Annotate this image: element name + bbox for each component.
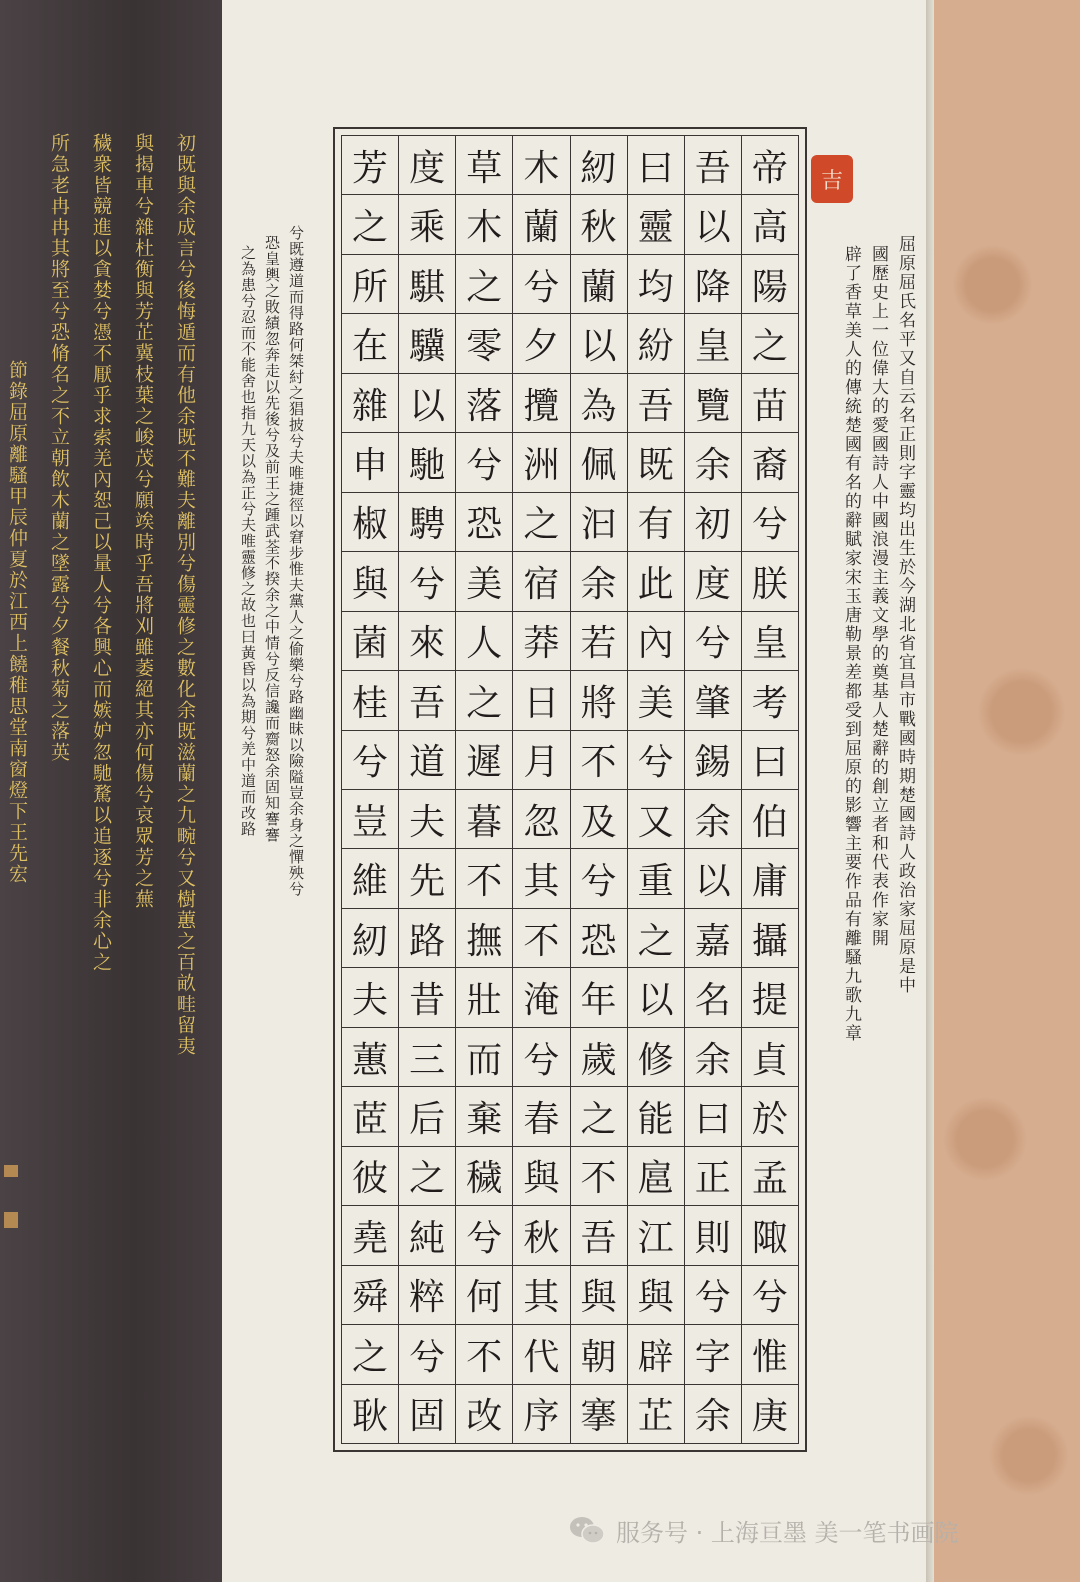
grid-cell: 孟	[742, 1147, 798, 1206]
grid-column	[512, 136, 569, 1443]
grid-cell: 陬	[742, 1206, 798, 1265]
grid-cell: 以	[399, 374, 455, 433]
grid-cell: 馳	[399, 433, 455, 492]
grid-cell: 名	[685, 968, 741, 1027]
grid-cell: 不	[513, 909, 569, 968]
seal-mark	[4, 1165, 18, 1177]
grid-cell: 與	[628, 1266, 684, 1325]
grid-cell: 不	[456, 849, 512, 908]
poem-column: 穢衆皆競進以貪婪兮憑不厭乎求索羌內恕己以量人兮各興心而嫉妒忽馳騖以追逐兮非余心之	[90, 133, 112, 973]
grid-cell: 將	[571, 671, 627, 730]
biography-column: 屈原屈氏名平又自云名正則字靈均出生於今湖北省宜昌市戰國時期楚國詩人政治家屈原是中	[895, 235, 915, 995]
grid-cell: 零	[456, 314, 512, 373]
grid-cell: 搴	[580, 1396, 617, 1438]
grid-cell: 芳	[342, 136, 398, 195]
grid-cell: 之	[456, 255, 512, 314]
red-seal	[811, 155, 853, 203]
grid-cell: 字	[685, 1325, 741, 1384]
grid-cell: 吾	[685, 136, 741, 195]
grid-cell: 忽	[513, 790, 569, 849]
grid-cell: 度	[399, 136, 455, 195]
seal-text: 吉	[820, 168, 843, 194]
grid-column	[627, 136, 684, 1443]
grid-cell: 桂	[342, 671, 398, 730]
grid-column	[741, 136, 798, 1443]
grid-cell: 歲	[571, 1028, 627, 1087]
grid-cell: 其	[513, 849, 569, 908]
grid-cell: 此	[628, 552, 684, 611]
right-pattern-panel	[934, 0, 1080, 1582]
watermark	[568, 1510, 959, 1550]
grid-cell: 朝	[571, 1325, 627, 1384]
grid-cell: 攬	[513, 374, 569, 433]
grid-cell: 皇	[742, 612, 798, 671]
grid-cell: 維	[342, 849, 398, 908]
grid-cell: 夫	[399, 790, 455, 849]
grid-cell: 之	[628, 909, 684, 968]
grid-cell: 降	[685, 255, 741, 314]
grid-cell: 江	[628, 1206, 684, 1265]
grid-cell: 兮	[628, 731, 684, 790]
grid-cell: 道	[399, 731, 455, 790]
grid-cell: 以	[685, 195, 741, 254]
grid-cell: 蘭	[571, 255, 627, 314]
grid-cell: 落	[456, 374, 512, 433]
grid-cell: 代	[513, 1325, 569, 1384]
grid-cell: 菌	[342, 612, 398, 671]
colophon: 節錄屈原離騷甲辰仲夏於江西上饒稚思堂南窗燈下王先宏	[6, 360, 28, 885]
grid-cell: 在	[342, 314, 398, 373]
grid-cell: 兮	[742, 493, 798, 552]
grid-cell: 兮	[742, 1266, 798, 1325]
grid-cell: 壯	[456, 968, 512, 1027]
grid-cell: 重	[628, 849, 684, 908]
grid-cell: 宿	[513, 552, 569, 611]
grid-cell: 月	[513, 731, 569, 790]
grid-cell: 曰	[685, 1087, 741, 1146]
grid-cell: 余	[685, 1028, 741, 1087]
grid-cell: 不	[456, 1325, 512, 1384]
grid-cell: 其	[513, 1266, 569, 1325]
grid-cell: 固	[409, 1396, 446, 1438]
grid-cell: 三	[399, 1028, 455, 1087]
grid-cell: 若	[571, 612, 627, 671]
grid-column	[398, 136, 455, 1443]
grid-cell: 兮	[342, 731, 398, 790]
grid-cell: 帝	[742, 136, 798, 195]
grid-cell: 彼	[342, 1147, 398, 1206]
grid-cell: 騏	[399, 255, 455, 314]
side-text-column: 恐皇輿之敗績忽奔走以先後兮及前王之踵武荃不揆余之中情兮反信讒而齌怒余固知謇謇	[263, 235, 281, 843]
grid-cell: 能	[628, 1087, 684, 1146]
grid-cell: 洲	[513, 433, 569, 492]
grid-cell: 雜	[342, 374, 398, 433]
grid-cell: 騁	[399, 493, 455, 552]
grid-cell: 修	[628, 1028, 684, 1087]
grid-cell: 之	[342, 195, 398, 254]
grid-cell: 堯	[342, 1206, 398, 1265]
grid-cell: 余	[685, 433, 741, 492]
grid-cell: 之	[513, 493, 569, 552]
grid-cell: 撫	[456, 909, 512, 968]
grid-column	[342, 136, 398, 1443]
grid-cell: 秋	[571, 195, 627, 254]
grid-cell: 而	[456, 1028, 512, 1087]
grid-cell: 吾	[399, 671, 455, 730]
grid-cell: 兮	[513, 255, 569, 314]
grid-cell: 耿	[352, 1396, 389, 1438]
grid-cell: 吾	[571, 1206, 627, 1265]
grid-cell: 兮	[399, 1325, 455, 1384]
grid-cell: 木	[456, 195, 512, 254]
wechat-icon	[568, 1515, 606, 1545]
grid-cell: 以	[628, 968, 684, 1027]
grid-cell: 庸	[742, 849, 798, 908]
grid-cell: 有	[628, 493, 684, 552]
grid-cell: 兮	[399, 552, 455, 611]
grid-cell: 粹	[399, 1266, 455, 1325]
grid-cell: 覽	[685, 374, 741, 433]
grid-cell: 余	[571, 552, 627, 611]
calligraphy-grid	[333, 127, 807, 1452]
grid-cell: 春	[513, 1087, 569, 1146]
grid-cell: 又	[628, 790, 684, 849]
grid-cell: 兮	[456, 433, 512, 492]
grid-cell: 肇	[685, 671, 741, 730]
grid-cell: 度	[685, 552, 741, 611]
grid-cell: 兮	[571, 849, 627, 908]
grid-cell: 草	[456, 136, 512, 195]
grid-cell: 秋	[513, 1206, 569, 1265]
grid-cell: 靈	[628, 195, 684, 254]
grid-cell: 與	[342, 552, 398, 611]
grid-cell: 遲	[456, 731, 512, 790]
grid-cell: 伯	[742, 790, 798, 849]
grid-cell: 舜	[342, 1266, 398, 1325]
grid-cell: 芷	[637, 1396, 674, 1438]
grid-cell: 先	[399, 849, 455, 908]
grid-inner	[341, 135, 799, 1444]
grid-cell: 以	[685, 849, 741, 908]
grid-column	[684, 136, 741, 1443]
grid-cell: 以	[571, 314, 627, 373]
grid-cell: 蕙	[342, 1028, 398, 1087]
side-text-column: 之為患兮忍而不能舍也指九天以為正兮夫唯靈修之故也曰黃昏以為期兮羌中道而改路	[239, 245, 257, 837]
grid-cell: 之	[571, 1087, 627, 1146]
left-dark-panel	[0, 0, 222, 1582]
grid-cell: 之	[742, 314, 798, 373]
grid-cell: 余	[694, 1396, 731, 1438]
grid-cell: 之	[456, 671, 512, 730]
grid-cell: 人	[456, 612, 512, 671]
grid-cell: 蘭	[513, 195, 569, 254]
grid-cell: 裔	[742, 433, 798, 492]
grid-column	[455, 136, 512, 1443]
grid-cell: 於	[742, 1087, 798, 1146]
grid-cell: 錫	[685, 731, 741, 790]
grid-cell: 美	[628, 671, 684, 730]
grid-cell: 曰	[742, 731, 798, 790]
grid-cell: 及	[571, 790, 627, 849]
grid-cell: 恐	[571, 909, 627, 968]
grid-cell: 與	[571, 1266, 627, 1325]
grid-cell: 內	[628, 612, 684, 671]
grid-cell: 攝	[742, 909, 798, 968]
grid-cell: 初	[685, 493, 741, 552]
grid-cell: 兮	[513, 1028, 569, 1087]
grid-cell: 汩	[571, 493, 627, 552]
grid-cell: 棄	[456, 1087, 512, 1146]
grid-cell: 來	[399, 612, 455, 671]
grid-cell: 吾	[628, 374, 684, 433]
grid-cell: 豈	[342, 790, 398, 849]
grid-column	[570, 136, 627, 1443]
poem-column: 所急老冉冉其將至兮恐脩名之不立朝飲木蘭之墜露兮夕餐秋菊之落英	[48, 133, 70, 763]
grid-cell: 貞	[742, 1028, 798, 1087]
grid-cell: 申	[342, 433, 398, 492]
grid-cell: 提	[742, 968, 798, 1027]
grid-cell: 序	[523, 1396, 560, 1438]
grid-cell: 考	[742, 671, 798, 730]
grid-cell: 夫	[342, 968, 398, 1027]
grid-cell: 曰	[628, 136, 684, 195]
grid-cell: 昔	[399, 968, 455, 1027]
biography-column: 國歷史上一位偉大的愛國詩人中國浪漫主義文學的奠基人楚辭的創立者和代表作家開	[868, 245, 888, 948]
grid-cell: 椒	[342, 493, 398, 552]
grid-cell: 紉	[342, 909, 398, 968]
grid-cell: 為	[571, 374, 627, 433]
grid-cell: 何	[456, 1266, 512, 1325]
grid-cell: 路	[399, 909, 455, 968]
grid-cell: 之	[399, 1147, 455, 1206]
grid-cell: 兮	[685, 612, 741, 671]
grid-cell: 庚	[751, 1396, 788, 1438]
grid-cell: 純	[399, 1206, 455, 1265]
grid-cell: 美	[456, 552, 512, 611]
grid-cell: 皇	[685, 314, 741, 373]
grid-cell: 均	[628, 255, 684, 314]
grid-cell: 暮	[456, 790, 512, 849]
grid-cell: 莽	[513, 612, 569, 671]
grid-cell: 兮	[685, 1266, 741, 1325]
grid-cell: 扈	[628, 1147, 684, 1206]
grid-cell: 乘	[399, 195, 455, 254]
grid-cell: 淹	[513, 968, 569, 1027]
grid-cell: 后	[399, 1087, 455, 1146]
poem-column: 初既與余成言兮後悔遁而有他余既不難夫離別兮傷靈修之數化余既滋蘭之九畹兮又樹蕙之百畝畦留夷	[174, 133, 196, 1057]
grid-cell: 正	[685, 1147, 741, 1206]
grid-cell: 朕	[742, 552, 798, 611]
seal-mark	[4, 1212, 18, 1228]
grid-cell: 改	[466, 1396, 503, 1438]
grid-cell: 紉	[571, 136, 627, 195]
grid-cell: 余	[685, 790, 741, 849]
grid-cell: 既	[628, 433, 684, 492]
watermark-text: 服务号 · 上海亘墨 美一笔书画院	[616, 1518, 959, 1547]
grid-cell: 不	[571, 1147, 627, 1206]
grid-cell: 日	[513, 671, 569, 730]
grid-cell: 夕	[513, 314, 569, 373]
grid-cell: 穢	[456, 1147, 512, 1206]
grid-cell: 恐	[456, 493, 512, 552]
grid-cell: 辟	[628, 1325, 684, 1384]
grid-cell: 與	[513, 1147, 569, 1206]
grid-cell: 木	[513, 136, 569, 195]
grid-cell: 則	[685, 1206, 741, 1265]
side-text-column: 兮既遵道而得路何桀紂之猖披兮夫唯捷徑以窘步惟夫黨人之偷樂兮路幽昧以險隘豈余身之憚殃兮	[287, 225, 305, 897]
grid-cell: 茝	[342, 1087, 398, 1146]
grid-cell: 高	[742, 195, 798, 254]
grid-cell: 所	[342, 255, 398, 314]
biography-column: 辟了香草美人的傳統楚國有名的辭賦家宋玉唐勒景差都受到屈原的影響主要作品有離騷九歌九章	[841, 245, 861, 1043]
poem-column: 與揭車兮雜杜衡與芳芷冀枝葉之峻茂兮願竢時乎吾將刈雖萎絕其亦何傷兮哀眾芳之蕪	[132, 133, 154, 910]
grid-cell: 嘉	[685, 909, 741, 968]
grid-cell: 之	[342, 1325, 398, 1384]
grid-cell: 苗	[742, 374, 798, 433]
grid-cell: 佩	[571, 433, 627, 492]
grid-cell: 年	[571, 968, 627, 1027]
grid-cell: 惟	[742, 1325, 798, 1384]
grid-cell: 驥	[399, 314, 455, 373]
grid-cell: 兮	[456, 1206, 512, 1265]
grid-cell: 陽	[742, 255, 798, 314]
grid-cell: 不	[571, 731, 627, 790]
grid-cell: 紛	[628, 314, 684, 373]
